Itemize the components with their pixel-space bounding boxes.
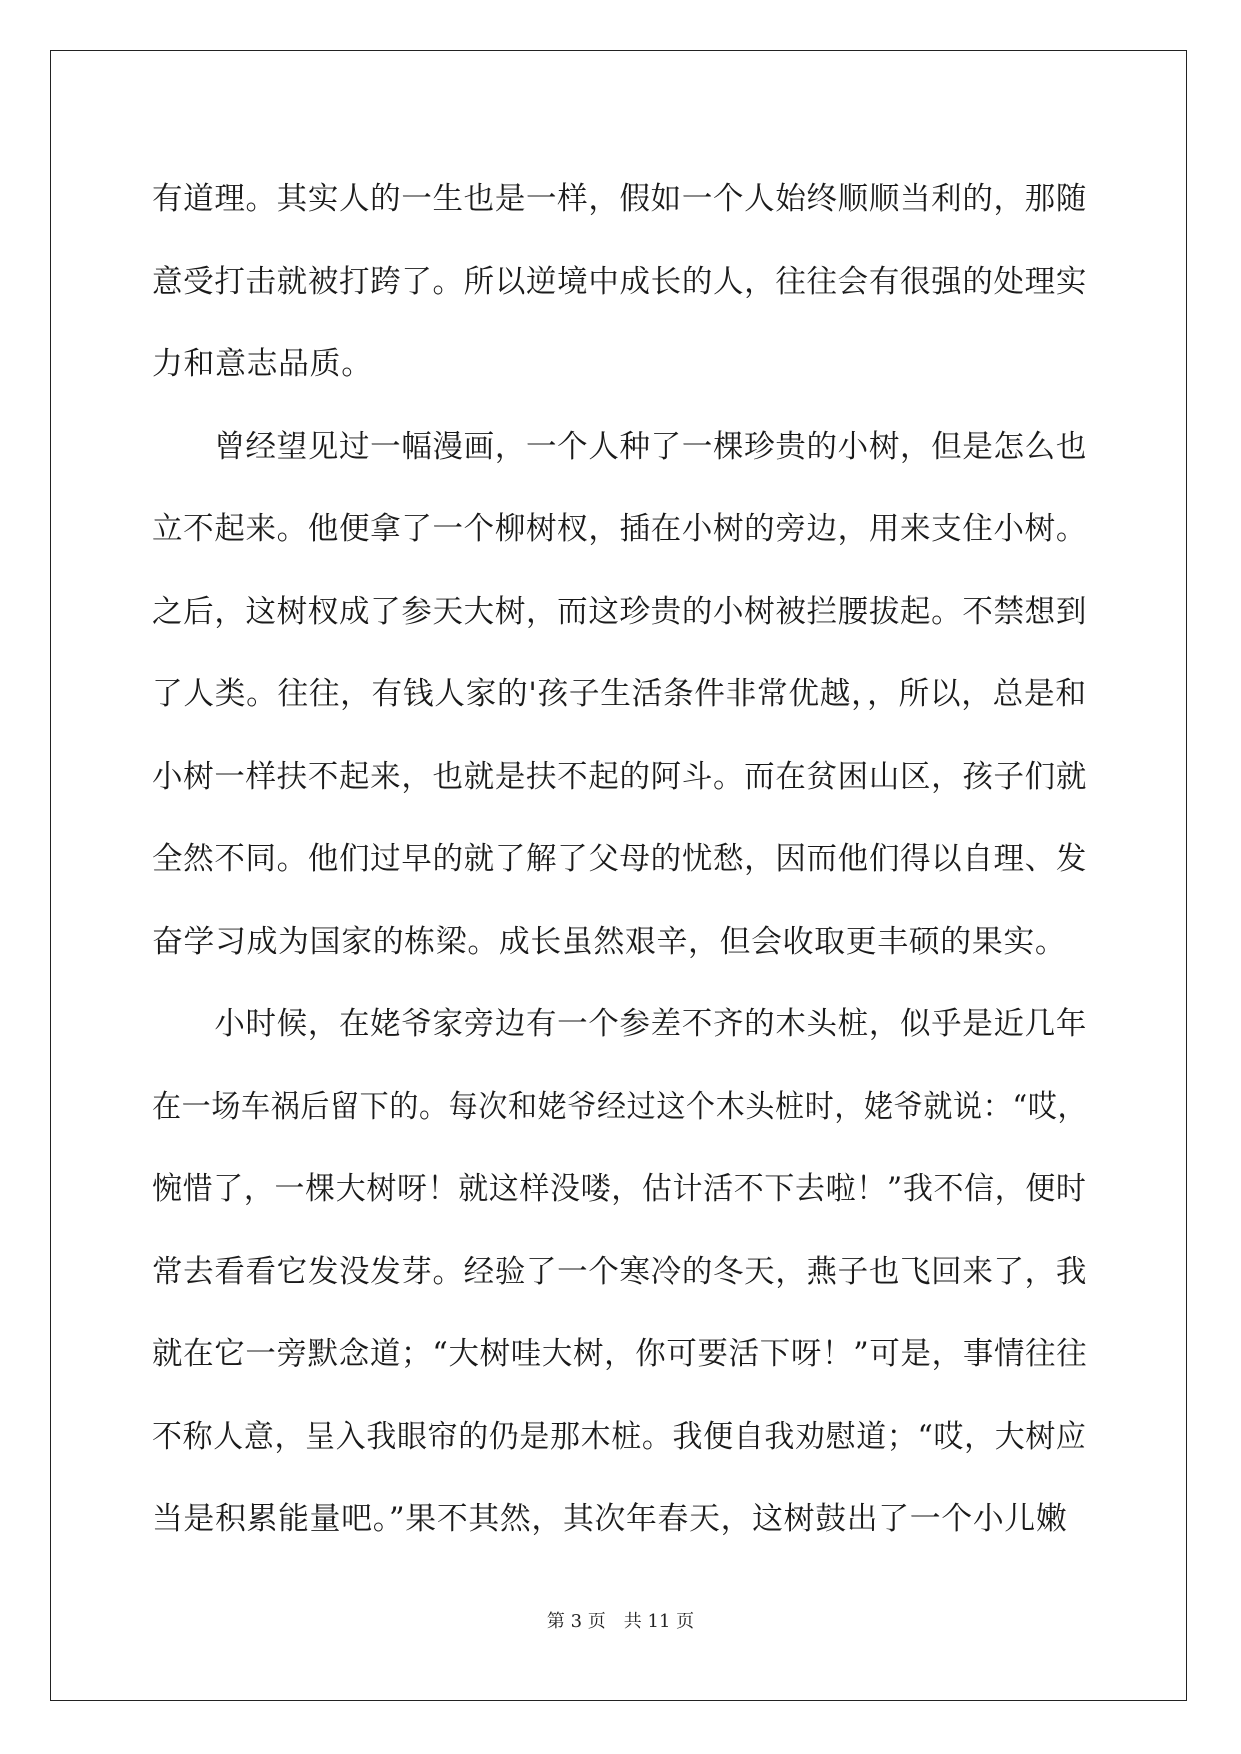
- text-line: 之后，这树杈成了参天大树，而这珍贵的小树被拦腰拔起。不禁想到: [152, 593, 1088, 630]
- text-line: 就在它一旁默念道；“大树哇大树，你可要活下呀！”可是，事情往往: [152, 1336, 1088, 1372]
- text-line: 立不起来。他便拿了一个柳树杈，插在小树的旁边，用来支住小树。: [152, 511, 1088, 547]
- text-line: 意受打击就被打跨了。所以逆境中成长的人，往往会有很强的处理实: [152, 263, 1088, 300]
- text-line: 小时候，在姥爷家旁边有一个参差不齐的木头桩，似乎是近几年: [152, 1006, 1088, 1042]
- text-line: 全然不同。他们过早的就了解了父母的忧愁，因而他们得以自理、发: [152, 841, 1088, 877]
- text-line: 奋学习成为国家的栋梁。成长虽然艰辛，但会收取更丰硕的果实。: [152, 923, 1067, 960]
- body-text: [152, 158, 1092, 1561]
- text-line: 力和意志品质。: [152, 346, 373, 382]
- text-line: 常去看看它发没发芽。经验了一个寒冷的冬天，燕子也飞回来了，我: [152, 1253, 1088, 1290]
- text-line: 不称人意，呈入我眼帘的仍是那木桩。我便自我劝慰道；“哎，大树应: [152, 1418, 1087, 1455]
- text-line: 有道理。其实人的一生也是一样，假如一个人始终顺顺当利的，那随: [152, 181, 1088, 217]
- text-line: 了人类。往往，有钱人家的'孩子生活条件非常优越，，所以，总是和: [152, 676, 1087, 712]
- text-line: 惋惜了，一棵大树呀！就这样没喽，估计活不下去啦！”我不信，便时: [152, 1171, 1087, 1207]
- text-line: 在一场车祸后留下的。每次和姥爷经过这个木头桩时，姥爷就说：“哎，: [152, 1088, 1088, 1125]
- text-line: 小树一样扶不起来，也就是扶不起的阿斗。而在贫困山区，孩子们就: [152, 758, 1088, 795]
- text-line: 当是积累能量吧。”果不其然，其次年春天，这树鼓出了一个小儿嫩: [152, 1501, 1068, 1537]
- text-line: 曾经望见过一幅漫画，一个人种了一棵珍贵的小树，但是怎么也: [152, 428, 1088, 465]
- page-number-footer: 第 3 页 共 11 页: [546, 1611, 695, 1632]
